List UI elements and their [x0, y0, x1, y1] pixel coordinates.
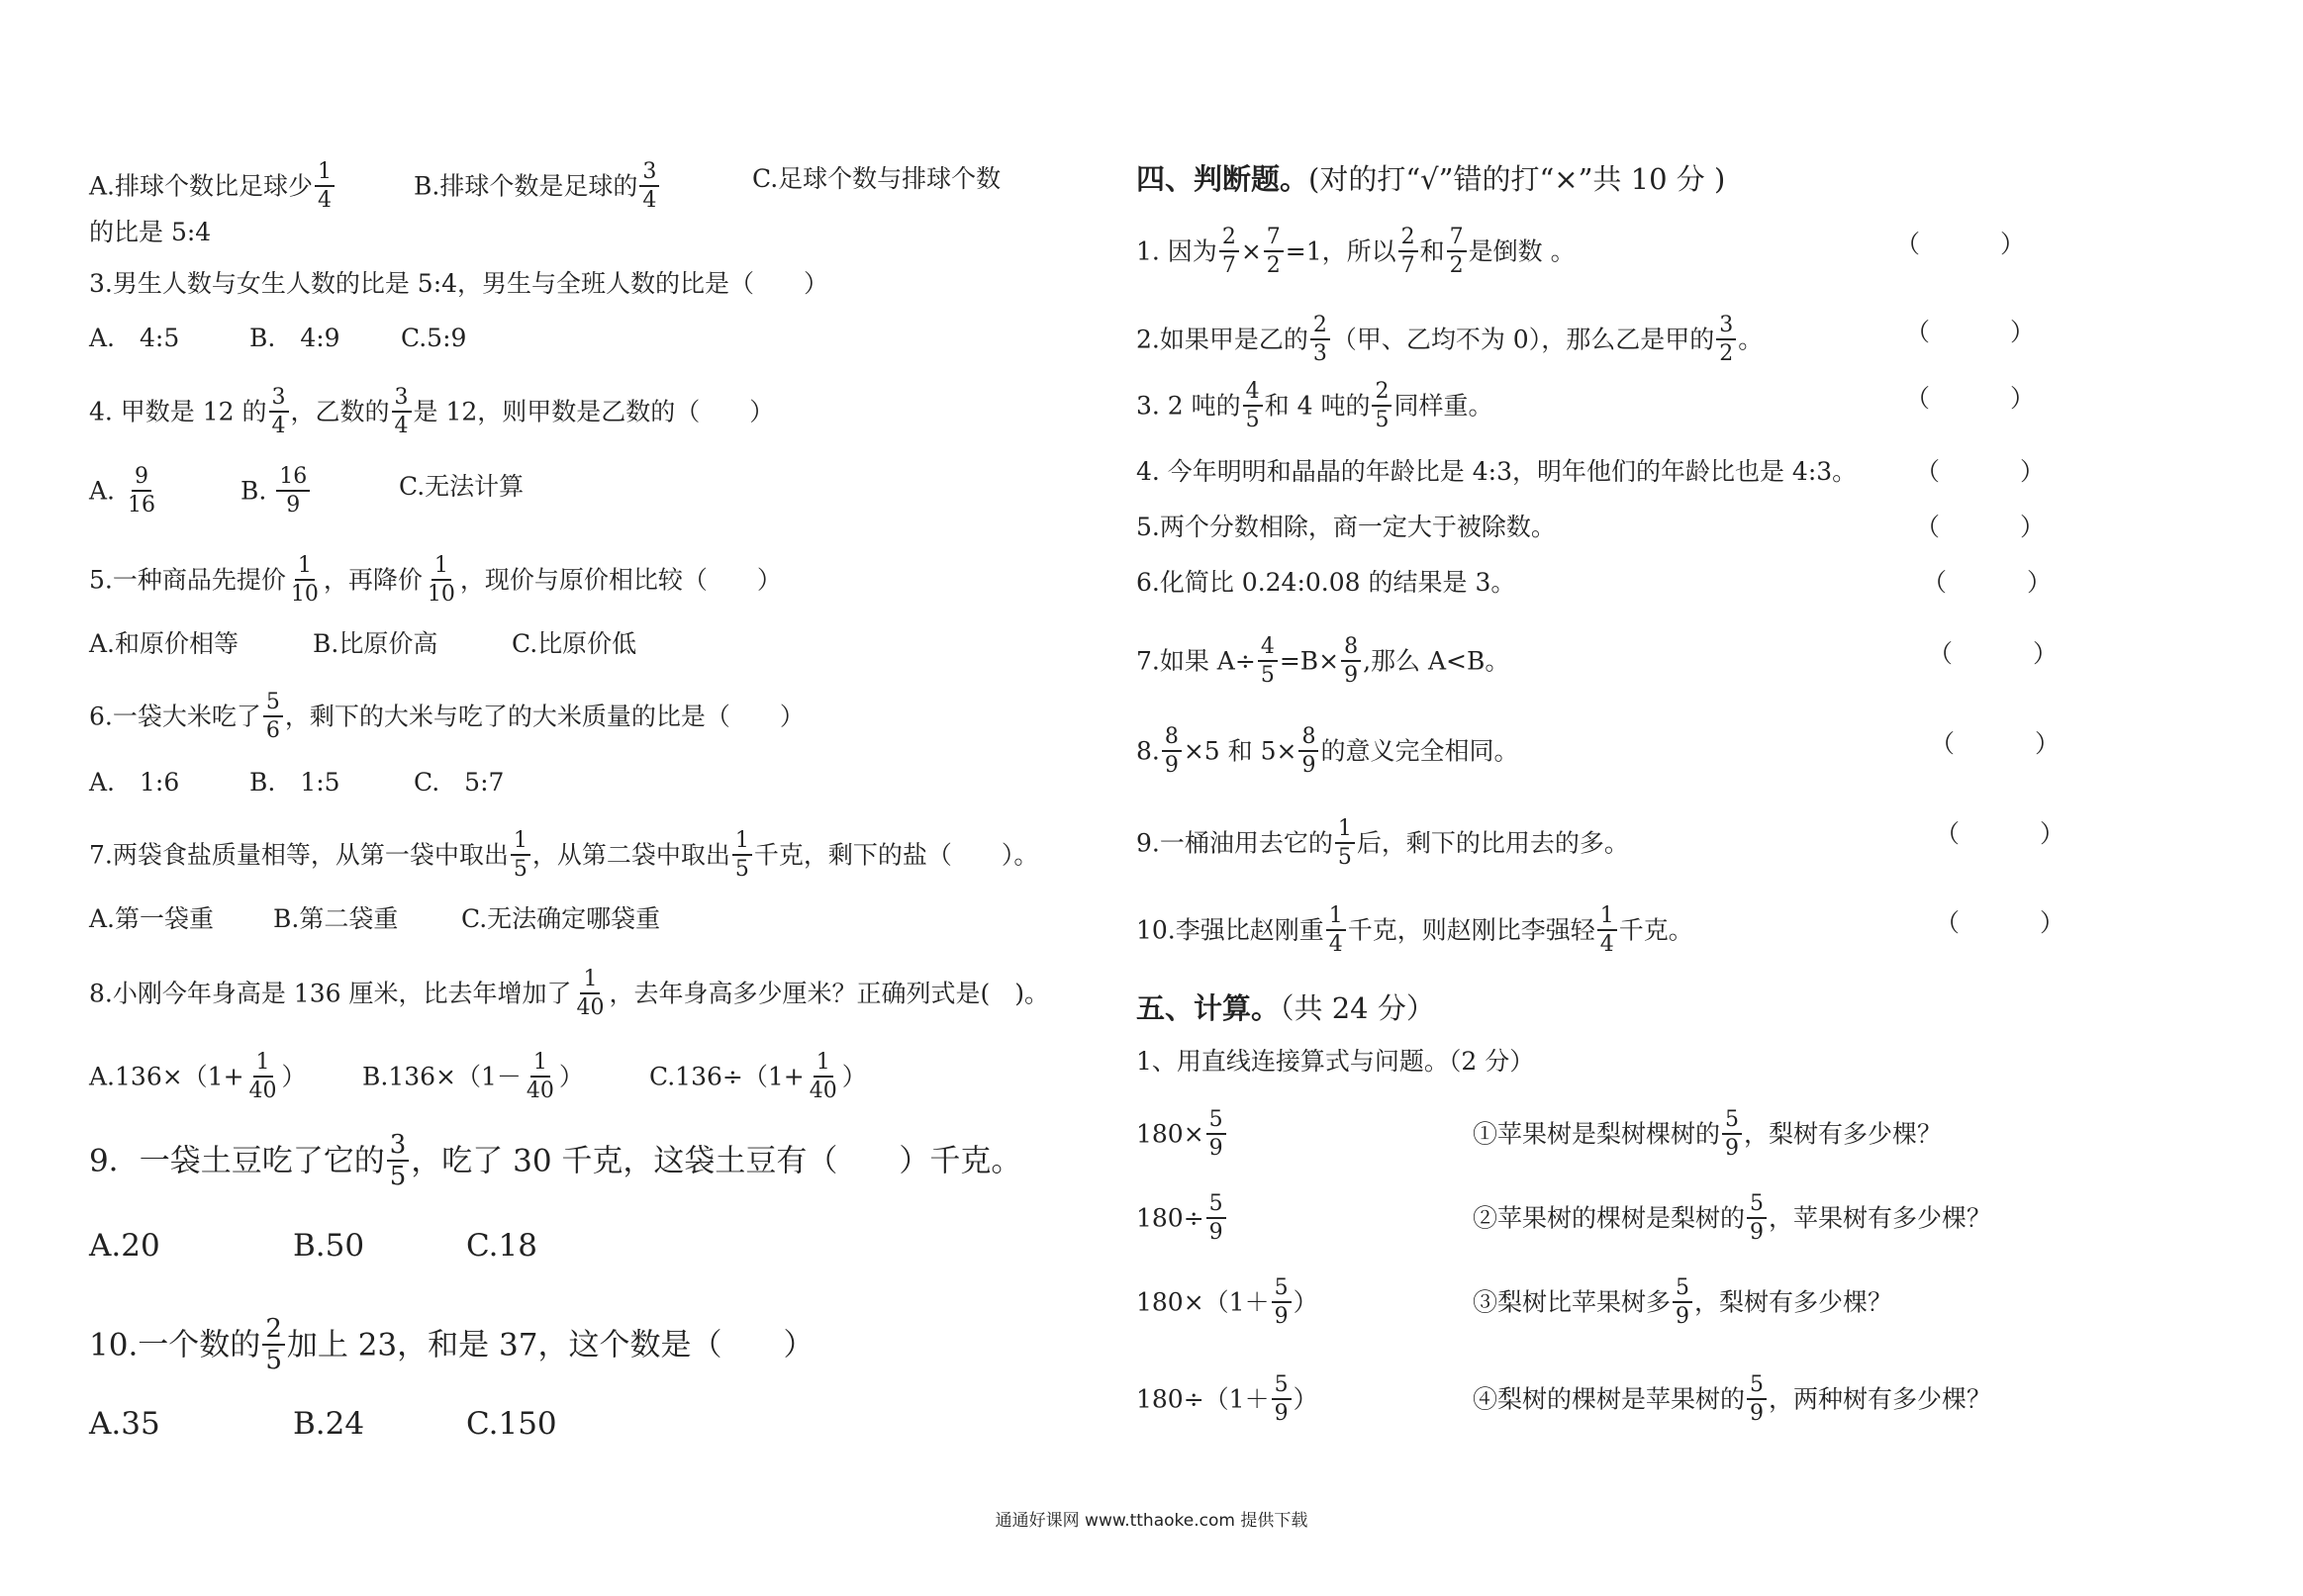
expression-2: 180÷ $\frac{5}{9}$: [1136, 1192, 1228, 1248]
q9-text: 9．一袋土豆吃了它的 $\frac{3}{5}$ ，吃了 30 千克，这袋土豆有（ ）千克。: [89, 1130, 1022, 1191]
fraction: [425, 552, 458, 608]
q10-option-a: A.35: [89, 1406, 160, 1442]
fraction-denominator: 5: [265, 1346, 282, 1375]
fraction: [246, 1049, 280, 1104]
q9-option-c: C.18: [466, 1228, 537, 1264]
fraction-numerator: 16: [276, 463, 310, 492]
judge-3: 3. 2 吨的 $\frac{4}{5}$ 和 4 吨的 $\frac{2}{5}$ 同样重。: [1136, 379, 1493, 432]
fraction: [1673, 1274, 1692, 1330]
fraction-denominator: 9: [1208, 1220, 1223, 1245]
fraction-denominator: 7: [1400, 253, 1415, 278]
fraction-denominator: 9: [1164, 753, 1179, 778]
fraction: [807, 1049, 840, 1104]
fraction: [524, 1049, 557, 1104]
fraction-denominator: 4: [1328, 932, 1343, 957]
q8-option-b: B.136×（1－ $\frac{1}{40}$ ）: [362, 1050, 584, 1103]
q4-text: 4. 甲数是 12 的 $\frac{3}{4}$ ，乙数的 $\frac{3}{4}$ 是 12，则甲数是乙数的（ ）: [89, 385, 775, 438]
judge-7: 7.如果 A÷ $\frac{4}{5}$ =B× $\frac{8}{9}$ ,那么 A<B。: [1136, 634, 1510, 688]
fraction-denominator: 16: [127, 493, 155, 517]
answer-paren: （ ）: [1935, 819, 2093, 848]
fraction: [1206, 1190, 1226, 1246]
fraction-numerator: 8: [1162, 723, 1182, 752]
fraction-denominator: 3: [1312, 341, 1327, 366]
fraction-denominator: 9: [1750, 1220, 1765, 1245]
fraction-numerator: 7: [1447, 224, 1467, 252]
q4-option-c: C.无法计算: [399, 472, 525, 501]
fraction: [1298, 723, 1318, 779]
fraction-numerator: 5: [1673, 1274, 1692, 1303]
fraction-denominator: 5: [1375, 408, 1390, 432]
fraction-numerator: 3: [1716, 312, 1736, 340]
section-5-heading: 五、计算。（共 24 分）: [1136, 991, 1435, 1025]
fraction-numerator: 5: [1747, 1190, 1767, 1219]
fraction-denominator: 5: [734, 857, 749, 882]
fraction-numerator: 3: [392, 384, 412, 413]
fraction-denominator: 2: [1449, 253, 1464, 278]
q7-option-b: B.第二袋重: [273, 904, 399, 933]
fraction-denominator: 10: [290, 582, 319, 607]
answer-paren: （ ）: [1930, 729, 2088, 758]
fraction-numerator: 1: [511, 827, 530, 856]
fraction-numerator: 3: [387, 1130, 410, 1162]
fraction: [1398, 224, 1418, 279]
fraction: [1747, 1371, 1767, 1427]
fraction-denominator: 5: [389, 1162, 407, 1191]
fraction-numerator: 5: [1272, 1371, 1292, 1400]
fraction: [1258, 633, 1278, 689]
fraction-numerator: 1: [1326, 902, 1346, 931]
fraction: [125, 463, 158, 518]
q7-option-c: C.无法确定哪袋重: [461, 904, 661, 933]
fraction: [269, 384, 289, 439]
calc-1-instruction: 1、用直线连接算式与问题。（2 分）: [1136, 1047, 1535, 1076]
q8-text: 8.小刚今年身高是 136 厘米，比去年增加了 $\frac{1}{40}$ ，去年身高多少厘米？正确列式是( )。: [89, 967, 1049, 1020]
fraction-denominator: 4: [271, 414, 286, 438]
fraction-numerator: 3: [269, 384, 289, 413]
q3-option-a: A. 4:5: [89, 324, 180, 352]
fraction-numerator: 5: [1272, 1274, 1292, 1303]
fraction: [392, 384, 412, 439]
fraction: [1219, 224, 1239, 279]
fraction-denominator: 9: [1208, 1136, 1223, 1161]
q2-option-c: C.足球个数与排球个数: [752, 164, 1002, 193]
fraction-denominator: 4: [642, 188, 657, 213]
fraction-numerator: 1: [1335, 815, 1355, 844]
answer-paren: （ ）: [1935, 908, 2093, 937]
fraction-numerator: 5: [263, 689, 283, 717]
answer-paren: （ ）: [1928, 639, 2086, 668]
q9-option-a: A.20: [89, 1228, 160, 1264]
fraction-numerator: 1: [814, 1049, 833, 1078]
judge-6: 6.化简比 0.24:0.08 的结果是 3。: [1136, 568, 1516, 597]
fraction-denominator: 9: [1344, 663, 1359, 688]
q4-option-b: B. $\frac{16}{9}$: [240, 465, 312, 520]
fraction-numerator: 1: [295, 552, 315, 581]
answer-paren: （ ）: [1895, 230, 2054, 258]
fraction: [288, 552, 322, 608]
q5-option-c: C.比原价低: [512, 629, 637, 658]
question-2: ②苹果树的棵树是梨树的 $\frac{5}{9}$ ，苹果树有多少棵？: [1473, 1191, 1992, 1245]
q2-option-c-cont: 的比是 5:4: [89, 218, 212, 246]
expression-4: 180÷（1＋ $\frac{5}{9}$ ）: [1136, 1372, 1318, 1426]
q10-option-b: B.24: [293, 1406, 365, 1442]
fraction-denominator: 4: [318, 188, 333, 213]
fraction: [573, 966, 607, 1021]
fraction-numerator: 4: [1258, 633, 1278, 662]
q7-text: 7.两袋食盐质量相等，从第一袋中取出 $\frac{1}{5}$ ，从第二袋中取出 $\frac{1}{5}$ 千克，剩下的盐（ ）。: [89, 828, 1039, 882]
answer-paren: （ ）: [1915, 513, 2073, 541]
judge-1: 1. 因为 $\frac{2}{7}$ × $\frac{7}{2}$ =1，所以 $\frac{2}{7}$ 和 $\frac{7}{2}$ 是倒数 。: [1136, 225, 1576, 278]
fraction: [276, 463, 310, 518]
answer-paren: （ ）: [1905, 384, 2063, 413]
answer-paren: （ ）: [1922, 568, 2080, 597]
fraction: [511, 827, 530, 883]
fraction-denominator: 7: [1221, 253, 1236, 278]
fraction-denominator: 5: [513, 857, 528, 882]
fraction: [1272, 1274, 1292, 1330]
fraction-numerator: 2: [262, 1314, 285, 1346]
fraction: [1447, 224, 1467, 279]
fraction-numerator: 1: [253, 1049, 273, 1078]
question-3: ③梨树比苹果树多 $\frac{5}{9}$ ，梨树有多少棵？: [1473, 1275, 1893, 1329]
judge-4: 4. 今年明明和晶晶的年龄比是 4:3，明年他们的年龄比也是 4:3。: [1136, 457, 1858, 486]
fraction: [1206, 1106, 1226, 1162]
fraction-numerator: 3: [639, 158, 659, 187]
fraction-denominator: 2: [1719, 341, 1734, 366]
fraction: [1716, 312, 1736, 367]
q5-text: 5.一种商品先提价 $\frac{1}{10}$ ，再降价 $\frac{1}{10}$ ，现价与原价相比较（ ）: [89, 553, 782, 607]
q3-option-c: C.5:9: [401, 324, 467, 352]
fraction-numerator: 1: [315, 158, 335, 187]
fraction: [1372, 378, 1391, 433]
fraction: [639, 158, 659, 214]
fraction-denominator: 40: [576, 995, 605, 1020]
fraction-numerator: 1: [580, 966, 600, 994]
judge-2: 2.如果甲是乙的 $\frac{2}{3}$ （甲、乙均不为 0），那么乙是甲的 $\frac{3}{2}$ 。: [1136, 313, 1764, 366]
fraction: [262, 1314, 285, 1375]
fraction: [732, 827, 752, 883]
q2-option-b: B.排球个数是足球的 $\frac{3}{4}$: [414, 160, 661, 216]
answer-paren: （ ）: [1915, 457, 2073, 486]
fraction-numerator: 1: [732, 827, 752, 856]
fraction-denominator: 4: [394, 414, 409, 438]
fraction: [1341, 633, 1361, 689]
fraction: [1162, 723, 1182, 779]
judge-8: 8. $\frac{8}{9}$ ×5 和 5× $\frac{8}{9}$ 的意义完全相同。: [1136, 724, 1519, 778]
fraction-denominator: 9: [1274, 1304, 1289, 1329]
q8-option-c: C.136÷（1+ $\frac{1}{40}$ ）: [649, 1050, 867, 1103]
fraction-numerator: 4: [1243, 378, 1263, 407]
fraction-denominator: 40: [809, 1079, 837, 1103]
fraction-numerator: 2: [1372, 378, 1391, 407]
judge-10: 10.李强比赵刚重 $\frac{1}{4}$ 千克，则赵刚比李强轻 $\frac{1}{4}$ 千克。: [1136, 903, 1693, 957]
fraction-numerator: 2: [1219, 224, 1239, 252]
fraction-denominator: 9: [1676, 1304, 1690, 1329]
q6-option-b: B. 1:5: [249, 768, 340, 797]
expression-3: 180×（1＋ $\frac{5}{9}$ ）: [1136, 1275, 1318, 1329]
fraction: [1747, 1190, 1767, 1246]
fraction: [1326, 902, 1346, 958]
fraction-numerator: 5: [1206, 1190, 1226, 1219]
fraction: [1272, 1371, 1292, 1427]
question-1: ①苹果树是梨树棵树的 $\frac{5}{9}$ ，梨树有多少棵？: [1473, 1107, 1943, 1161]
fraction-numerator: 7: [1264, 224, 1284, 252]
fraction: [1310, 312, 1330, 367]
fraction-denominator: 9: [1274, 1401, 1289, 1426]
fraction-numerator: 2: [1310, 312, 1330, 340]
fraction-denominator: 40: [248, 1079, 277, 1103]
q6-option-c: C. 5:7: [414, 768, 505, 797]
fraction-numerator: 1: [1597, 902, 1617, 931]
fraction-numerator: 1: [530, 1049, 550, 1078]
fraction-numerator: 2: [1398, 224, 1418, 252]
q6-text: 6.一袋大米吃了 $\frac{5}{6}$ ，剩下的大米与吃了的大米质量的比是（ ）: [89, 690, 805, 743]
fraction-numerator: 5: [1747, 1371, 1767, 1400]
fraction-numerator: 9: [132, 463, 151, 492]
fraction-numerator: 5: [1206, 1106, 1226, 1135]
footer-credit: 通通好课网 www.tthaoke.com 提供下载: [995, 1511, 1308, 1531]
q8-option-a: A.136×（1+ $\frac{1}{40}$ ）: [89, 1050, 307, 1103]
q4-option-a: A. $\frac{9}{16}$: [89, 465, 160, 520]
fraction: [1722, 1106, 1742, 1162]
q5-option-b: B.比原价高: [313, 629, 438, 658]
q2-option-a: A.排球个数比足球少 $\frac{1}{4}$: [89, 160, 336, 216]
fraction-denominator: 2: [1266, 253, 1281, 278]
fraction-denominator: 5: [1337, 845, 1352, 870]
q10-option-c: C.150: [466, 1406, 557, 1442]
fraction-denominator: 40: [526, 1079, 554, 1103]
q9-option-b: B.50: [293, 1228, 365, 1264]
fraction-denominator: 4: [1599, 932, 1614, 957]
fraction: [1264, 224, 1284, 279]
judge-9: 9.一桶油用去它的 $\frac{1}{5}$ 后，剩下的比用去的多。: [1136, 816, 1629, 870]
fraction: [1597, 902, 1617, 958]
q10-text: 10.一个数的 $\frac{2}{5}$ 加上 23，和是 37，这个数是（ ）: [89, 1314, 815, 1375]
section-4-heading: 四、判断题。(对的打“√”错的打“×”共 10 分 ): [1136, 162, 1726, 196]
fraction: [315, 158, 335, 214]
fraction-denominator: 9: [1725, 1136, 1740, 1161]
answer-paren: （ ）: [1905, 318, 2063, 346]
q6-option-a: A. 1:6: [89, 768, 180, 797]
fraction-denominator: 5: [1260, 663, 1275, 688]
judge-5: 5.两个分数相除，商一定大于被除数。: [1136, 513, 1556, 541]
q5-option-a: A.和原价相等: [89, 629, 240, 658]
fraction: [1335, 815, 1355, 871]
fraction-denominator: 9: [1301, 753, 1316, 778]
question-4: ④梨树的棵树是苹果树的 $\frac{5}{9}$ ，两种树有多少棵？: [1473, 1372, 1992, 1426]
fraction-numerator: 8: [1298, 723, 1318, 752]
fraction: [387, 1130, 410, 1191]
fraction-denominator: 5: [1245, 408, 1260, 432]
q3-text: 3.男生人数与女生人数的比是 5:4，男生与全班人数的比是（ ）: [89, 269, 829, 298]
fraction-numerator: 5: [1722, 1106, 1742, 1135]
fraction-denominator: 10: [427, 582, 455, 607]
q3-option-b: B. 4:9: [249, 324, 340, 352]
q7-option-a: A.第一袋重: [89, 904, 215, 933]
fraction: [263, 689, 283, 744]
fraction: [1243, 378, 1263, 433]
fraction-numerator: 8: [1341, 633, 1361, 662]
fraction-denominator: 9: [286, 493, 301, 517]
fraction-denominator: 6: [265, 718, 280, 743]
expression-1: 180× $\frac{5}{9}$: [1136, 1108, 1228, 1164]
fraction-numerator: 1: [432, 552, 451, 581]
fraction-denominator: 9: [1750, 1401, 1765, 1426]
